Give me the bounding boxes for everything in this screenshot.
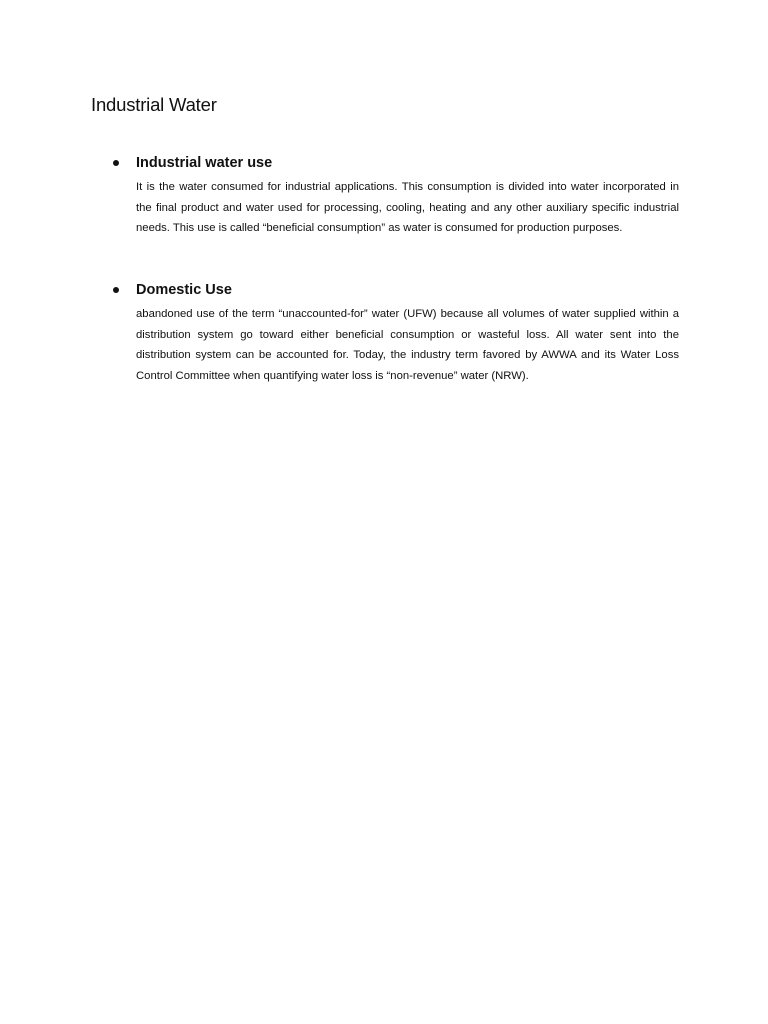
bullet-icon — [113, 152, 119, 174]
section-paragraph: It is the water consumed for industrial applications. This consumption is divided into water incorporated in the final product and water used for processing, cooling, heating and any other auxiliary specific industrial needs. This use is called “beneficial consumption” as water is consumed for production purposes. — [136, 181, 679, 234]
section-heading: Domestic Use — [136, 282, 232, 298]
bullet-icon — [113, 279, 119, 301]
section-heading: Industrial water use — [136, 155, 273, 171]
page-title: Industrial Water — [91, 94, 217, 115]
bullet-row — [113, 279, 679, 301]
section-industrial-water-use — [113, 152, 679, 239]
section-paragraph: abandoned use of the term “unaccounted-for” water (UFW) because all volumes of water supplied within a distribution system go toward either beneficial consumption or wasteful loss. All water sent into the distribution system can be accounted for. Today, the industry term favored by AWWA and its Water Loss Control Committee when quantifying water loss is “non-revenue” water (NRW). — [136, 308, 679, 382]
section-domestic-use — [113, 279, 679, 386]
bullet-row — [113, 152, 679, 174]
